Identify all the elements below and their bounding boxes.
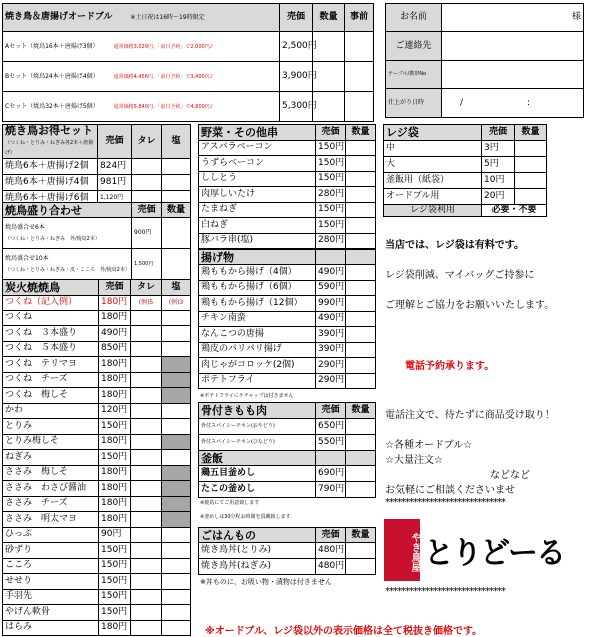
item-price: 280円 xyxy=(316,187,346,203)
item-name: たまねぎ xyxy=(199,202,316,218)
qty-cell[interactable] xyxy=(346,466,376,482)
item-price: 150円 xyxy=(99,605,131,621)
phone-reservation: 電話予約承ります。 xyxy=(405,361,495,372)
item-name: 中 xyxy=(384,141,482,157)
qty-cell[interactable] xyxy=(162,543,191,559)
table-row xyxy=(384,189,547,205)
platter-message: ☆各種オードブル☆ xyxy=(385,440,473,451)
item-price: 650円 xyxy=(316,419,346,435)
qty-cell[interactable] xyxy=(162,481,191,497)
item-price: 180円 xyxy=(99,357,131,373)
platter-qty-cell[interactable] xyxy=(313,92,345,122)
item-name: なんこつの唐揚 xyxy=(199,327,316,343)
table-row xyxy=(3,481,191,497)
table-row xyxy=(199,265,376,281)
platter-qty-cell[interactable] xyxy=(313,62,345,92)
name-label: お名前 xyxy=(386,4,442,32)
stars-divider: ****************************** xyxy=(385,497,505,508)
platter-advance-header: 事前 xyxy=(345,4,374,32)
qty-cell[interactable] xyxy=(346,482,376,498)
qty-cell[interactable] xyxy=(162,527,191,543)
table-row xyxy=(3,372,191,388)
bag-use-option[interactable]: 必要・不要 xyxy=(482,205,547,217)
item-price: 790円 xyxy=(316,482,346,498)
qty-cell[interactable] xyxy=(515,189,547,205)
platter-price: 5,300円 xyxy=(280,92,313,122)
qty-cell[interactable] xyxy=(162,574,191,590)
table-row xyxy=(199,373,376,389)
qty-cell[interactable] xyxy=(132,158,162,174)
item-name: つくね テリマヨ xyxy=(3,357,99,373)
table-row xyxy=(199,342,376,358)
qty-cell[interactable] xyxy=(131,419,162,435)
item-name: ささみ チーズ xyxy=(3,496,99,512)
bag-fee-message: 当店では、レジ袋は有料です。 xyxy=(385,240,524,251)
stars-divider: ****************************** xyxy=(385,586,505,597)
qty-cell[interactable] xyxy=(346,187,376,203)
item-name: アスパラベーコン xyxy=(199,140,316,156)
customer-table xyxy=(385,3,584,118)
platter-table xyxy=(2,3,374,122)
item-price: 150円 xyxy=(316,140,346,156)
qty-cell[interactable] xyxy=(346,373,376,389)
item-price: 390円 xyxy=(316,342,346,358)
fried-note: ※ポテトフライにケチャップは付きません xyxy=(200,393,294,399)
item-price: 150円 xyxy=(316,171,346,187)
item-price: 150円 xyxy=(99,574,131,590)
pickup-field[interactable]: / : xyxy=(442,89,584,118)
table-row xyxy=(199,435,376,451)
item-name: ささみ わさび醤油 xyxy=(3,481,99,497)
qty-cell[interactable] xyxy=(132,174,162,190)
item-name: ポテトフライ xyxy=(199,373,316,389)
item-price: 490円 xyxy=(99,326,131,342)
item-name: ひっぷ xyxy=(3,527,99,543)
qty-cell[interactable] xyxy=(162,341,191,357)
table-row xyxy=(199,311,376,327)
qty-cell[interactable] xyxy=(162,403,191,419)
qty-cell[interactable] xyxy=(162,419,191,435)
table-row xyxy=(3,558,191,574)
table-row xyxy=(3,589,191,605)
platter-advance-cell[interactable] xyxy=(345,92,374,122)
qty-cell[interactable] xyxy=(162,465,191,481)
qty-cell[interactable] xyxy=(346,311,376,327)
list-item: 焼鳥6本＋唐揚げ6個 1,120円 xyxy=(3,190,191,206)
table-row xyxy=(199,327,376,343)
table-row xyxy=(3,341,191,357)
item-name: 鶏皮のパリパリ揚げ xyxy=(199,342,316,358)
qty-cell[interactable] xyxy=(131,388,162,404)
qty-cell[interactable] xyxy=(131,558,162,574)
qty-cell[interactable] xyxy=(515,173,547,189)
qty-cell[interactable] xyxy=(515,157,547,173)
table-row xyxy=(3,543,191,559)
table-row xyxy=(3,310,191,326)
item-price: 150円 xyxy=(99,450,131,466)
kamameshi-table: 釜飯 鶏五目釜めし 690円 たこの釜めし 790円 xyxy=(198,450,376,498)
vegetable-table: 野菜・その他串 売価 数量 アスパラベーコン 150円 うずらベーコン 150円 ししとう 150円 肉厚しいたけ 280円 たまねぎ 150円 白ねぎ 150円 豚バラ串(塩) 280円 xyxy=(198,124,376,249)
item-price: 480円 xyxy=(316,543,346,559)
platter-title: 焼き鳥＆唐揚げオードブル ※土日祝は16時～19時限定 xyxy=(3,4,280,32)
item-name: はらみ xyxy=(3,620,99,636)
item-name: とりみ梅しそ xyxy=(3,434,99,450)
item-name: つくね ５本盛り xyxy=(3,341,99,357)
item-name: 大 xyxy=(384,157,482,173)
item-name: 釜飯用（紙袋） xyxy=(384,173,482,189)
qty-cell[interactable] xyxy=(162,388,191,404)
item-name: 砂ずり xyxy=(3,543,99,559)
table-row xyxy=(199,358,376,374)
logo-text: とりどーる xyxy=(424,536,564,571)
item-price: 180円 xyxy=(99,465,131,481)
qty-cell[interactable] xyxy=(131,620,162,636)
table-row xyxy=(199,156,376,172)
item-price: 150円 xyxy=(316,202,346,218)
table-row xyxy=(199,187,376,203)
item-name: ししとう xyxy=(199,171,316,187)
platter-advance-cell[interactable] xyxy=(345,62,374,92)
item-price: 290円 xyxy=(316,373,346,389)
item-price: 480円 xyxy=(316,559,346,575)
tax-note: ※オードブル、レジ袋以外の表示価格は全て税抜き価格です。 xyxy=(205,626,483,637)
item-price: 150円 xyxy=(99,419,131,435)
item-name: 肉厚しいたけ xyxy=(199,187,316,203)
item-price: 180円 xyxy=(99,620,131,636)
table-row xyxy=(384,173,547,189)
item-name: せせり xyxy=(3,574,99,590)
item-name: 肉じゃがコロッケ(2個) xyxy=(199,358,316,374)
table-row xyxy=(3,605,191,621)
consult-message: お気軽にご相談くださいませ xyxy=(385,485,515,496)
qty-cell[interactable] xyxy=(162,158,191,174)
table-row xyxy=(3,434,191,450)
qty-cell[interactable] xyxy=(131,574,162,590)
table-row xyxy=(199,419,376,435)
item-price: 180円 xyxy=(99,310,131,326)
item-price: 180円 xyxy=(99,388,131,404)
name-field[interactable]: 様 xyxy=(442,4,584,32)
table-row xyxy=(3,326,191,342)
item-price: 150円 xyxy=(316,156,346,172)
table-row xyxy=(199,296,376,312)
platter-row: Cセット（焼鳥32本＋唐揚げ5個） 通常価格5,840円、「前日予約」で4,800円♪ 5,300円 xyxy=(3,92,374,122)
etc-message: などなど xyxy=(490,470,530,481)
qty-cell[interactable] xyxy=(346,296,376,312)
item-price: 150円 xyxy=(99,589,131,605)
table-row xyxy=(199,280,376,296)
item-price: 180円 xyxy=(99,372,131,388)
qty-cell[interactable] xyxy=(162,326,191,342)
qty-cell[interactable] xyxy=(162,357,191,373)
qty-cell[interactable] xyxy=(131,527,162,543)
item-name: 焼き鳥丼(とりみ) xyxy=(199,543,316,559)
pickup-label: 仕上がり日時 xyxy=(386,89,442,118)
platter-qty-header: 数量 xyxy=(313,4,345,32)
item-name: ねぎみ xyxy=(3,450,99,466)
qty-cell[interactable] xyxy=(162,496,191,512)
table-row xyxy=(199,559,376,575)
qty-cell[interactable] xyxy=(131,605,162,621)
phone-order-message: 電話注文で、待たずに商品受け取り！ xyxy=(385,410,555,421)
item-name: 鶏ももから揚げ（12個） xyxy=(199,296,316,312)
qty-cell[interactable] xyxy=(131,543,162,559)
qty-cell[interactable] xyxy=(162,450,191,466)
item-name: やげん軟骨 xyxy=(3,605,99,621)
qty-cell[interactable] xyxy=(346,342,376,358)
table-row xyxy=(3,403,191,419)
qty-cell[interactable] xyxy=(346,140,376,156)
item-name: 鶏五目釜めし xyxy=(199,466,316,482)
item-price: 990円 xyxy=(316,296,346,312)
qty-cell[interactable] xyxy=(162,605,191,621)
item-price: 180円 xyxy=(99,496,131,512)
item-price: 5円 xyxy=(482,157,515,173)
bone-table: 骨付きもも肉 売価 数量 骨付スパイシーチキン(おやどり) 650円 骨付スパイシーチキン(ひなどり) 550円 xyxy=(198,402,376,451)
item-name: 焼き鳥丼(ねぎみ) xyxy=(199,559,316,575)
qty-cell[interactable] xyxy=(162,434,191,450)
qty-cell[interactable] xyxy=(131,372,162,388)
bag-reduce-message: レジ袋削減、マイバッグご持参に xyxy=(385,270,535,281)
item-price: 150円 xyxy=(99,558,131,574)
qty-cell[interactable] xyxy=(162,249,191,280)
qty-cell[interactable] xyxy=(162,620,191,636)
qty-cell[interactable] xyxy=(131,465,162,481)
table-row xyxy=(199,140,376,156)
platter-price: 2,500円 xyxy=(280,32,313,62)
item-name: オードブル用 xyxy=(384,189,482,205)
table-row xyxy=(384,141,547,157)
item-name: つくね 梅しそ xyxy=(3,388,99,404)
table-row xyxy=(3,496,191,512)
table-row xyxy=(3,357,191,373)
qty-cell[interactable] xyxy=(162,310,191,326)
item-price: 180円 xyxy=(99,481,131,497)
qty-cell[interactable] xyxy=(162,174,191,190)
table-row xyxy=(3,388,191,404)
table-row xyxy=(3,465,191,481)
qty-cell[interactable] xyxy=(346,358,376,374)
item-name: チキン南蛮 xyxy=(199,311,316,327)
bag-table: レジ袋 売価 数量 中 3円 大 5円 釜飯用（紙袋） 10円 オードブル用 20円 レジ袋利用 必要・不要 xyxy=(383,124,547,217)
item-name: つくね xyxy=(3,310,99,326)
qty-cell[interactable] xyxy=(162,512,191,528)
item-price: 150円 xyxy=(99,543,131,559)
item-name: 鶏ももから揚げ（4個） xyxy=(199,265,316,281)
item-price: 90円 xyxy=(99,527,131,543)
item-name: うずらベーコン xyxy=(199,156,316,172)
platter-price-header: 売価 xyxy=(280,4,313,32)
qty-cell[interactable] xyxy=(346,171,376,187)
item-price: 590円 xyxy=(316,280,346,296)
item-price: 290円 xyxy=(316,358,346,374)
table-row xyxy=(3,620,191,636)
table-row xyxy=(3,512,191,528)
qty-cell[interactable] xyxy=(346,327,376,343)
item-price: 180円 xyxy=(99,434,131,450)
table-row xyxy=(384,157,547,173)
item-name: 豚バラ串(塩) xyxy=(199,233,316,249)
bulk-message: ☆大量注文☆ xyxy=(385,455,443,466)
list-item: 焼鳥盛合せ6本 （つくね・とりみ・ねぎみ 外/焼鳥2本） 900円 xyxy=(3,218,191,249)
fried-table: 揚げ物 鶏ももから揚げ（4個） 490円 鶏ももから揚げ（6個） 590円 鶏ももから揚げ（12個） 990円 チキン南蛮 490円 なんこつの唐揚 390円 鶏皮のパリパリ揚げ 390円 肉じゃがコロッケ(2個) 290円 ポテトフライ 290円 xyxy=(198,249,376,389)
qty-cell[interactable] xyxy=(131,310,162,326)
item-name: 骨付スパイシーチキン(ひなどり) xyxy=(199,435,316,451)
list-item: 焼鳥盛合せ10本 （つくね・とりみ・ねぎみ・皮・こころ 外/焼鳥2本） 1,500円 xyxy=(3,249,191,280)
item-name: ささみ 明太マヨ xyxy=(3,512,99,528)
qty-cell[interactable] xyxy=(131,357,162,373)
item-price: 10円 xyxy=(482,173,515,189)
qty-cell[interactable] xyxy=(346,543,376,559)
example-row: つくね（記入例） 180円 (例)5 (例)3 xyxy=(3,295,191,310)
table-row xyxy=(3,419,191,435)
charcoal-table: 炭火焼焼鳥 売価 タレ 塩 つくね（記入例） 180円 (例)5 (例)3 つくね 180円 つくね ３本盛り 490円 つくね ５本盛り 850円 つくね テリマヨ 180円 つくね チーズ 180円 つくね 梅しそ 180円 かわ 120円 とりみ 150円 とりみ梅しそ 180円 ねぎみ 150円 ささみ 梅しそ 180円 ささみ わさび醤油 180円 ささみ チーズ 180円 ささみ 明太マヨ 180円 ひっぷ 90円 砂ずり 150円 こころ 150円 せせり 150円 手羽先 150円 やげん軟骨 150円 はらみ 180円 xyxy=(2,279,191,636)
qty-cell[interactable] xyxy=(515,141,547,157)
qty-cell[interactable] xyxy=(131,326,162,342)
table-row xyxy=(199,202,376,218)
item-name: 鶏ももから揚げ（6個） xyxy=(199,280,316,296)
item-name: つくね ３本盛り xyxy=(3,326,99,342)
item-name: 骨付スパイシーチキン(おやどり) xyxy=(199,419,316,435)
item-name: こころ xyxy=(3,558,99,574)
assort-table: 焼鳥盛り合わせ 売価 数量 焼鳥盛合せ6本 （つくね・とりみ・ねぎみ 外/焼鳥2本） 900円 焼鳥盛合せ10本 （つくね・とりみ・ねぎみ・皮・こころ 外/焼鳥2本） 1,500円 xyxy=(2,202,191,280)
item-price: 690円 xyxy=(316,466,346,482)
rice-note: ※丼ものに、お吸い物・漬物は付きません xyxy=(200,578,332,586)
cooperation-message: ご理解とご協力をお願いいたします。 xyxy=(385,300,555,311)
qty-cell[interactable] xyxy=(131,450,162,466)
qty-cell[interactable] xyxy=(346,559,376,575)
qty-cell[interactable] xyxy=(162,558,191,574)
list-item: 焼鳥6本＋唐揚げ4個 981円 xyxy=(3,174,191,190)
qty-cell[interactable] xyxy=(131,589,162,605)
qty-cell[interactable] xyxy=(131,512,162,528)
bone-note: ※焼鳥にてご用意致します xyxy=(200,500,260,506)
qty-cell[interactable] xyxy=(346,419,376,435)
yakitori-set-table: 焼き鳥お得セット （つくね・とりみ・ねぎみ各2本＋唐揚げ） 売価 タレ 塩 焼鳥6本＋唐揚げ2個 824円 焼鳥6本＋唐揚げ4個 981円 焼鳥6本＋唐揚げ6個 1,120円 xyxy=(2,124,191,207)
qty-cell[interactable] xyxy=(131,496,162,512)
table-row xyxy=(199,233,376,249)
table-row xyxy=(3,527,191,543)
item-price: 20円 xyxy=(482,189,515,205)
table-row xyxy=(3,450,191,466)
item-price: 490円 xyxy=(316,265,346,281)
qty-cell[interactable] xyxy=(346,202,376,218)
list-item: 焼鳥6本＋唐揚げ2個 824円 xyxy=(3,158,191,174)
qty-cell[interactable] xyxy=(346,156,376,172)
platter-row: Bセット（焼鳥24本＋唐揚げ4個） 通常価格4,456円、「前日予約」で3,400円♪ 3,900円 xyxy=(3,62,374,92)
item-price: 550円 xyxy=(316,435,346,451)
item-price: 3円 xyxy=(482,141,515,157)
item-price: 180円 xyxy=(99,512,131,528)
item-price: 150円 xyxy=(316,218,346,234)
phone-label: テーブル/携帯No xyxy=(386,61,442,89)
phone-field[interactable] xyxy=(442,61,584,89)
item-name: 白ねぎ xyxy=(199,218,316,234)
item-name: 手羽先 xyxy=(3,589,99,605)
qty-cell[interactable] xyxy=(131,434,162,450)
table-row xyxy=(199,171,376,187)
item-name: とりみ xyxy=(3,419,99,435)
qty-cell[interactable] xyxy=(162,589,191,605)
address-label: ご連絡先 xyxy=(386,32,442,61)
kamameshi-note: ※釜めしは30分程お時間を頂戴致します xyxy=(200,514,291,520)
logo-badge: やき鳥屋 xyxy=(384,519,420,581)
platter-price: 3,900円 xyxy=(280,62,313,92)
item-name: つくね チーズ xyxy=(3,372,99,388)
qty-cell[interactable] xyxy=(131,481,162,497)
platter-advance-cell[interactable] xyxy=(345,32,374,62)
qty-cell[interactable] xyxy=(162,372,191,388)
table-row xyxy=(3,574,191,590)
qty-cell[interactable] xyxy=(346,280,376,296)
qty-cell[interactable] xyxy=(346,435,376,451)
item-name: かわ xyxy=(3,403,99,419)
item-name: たこの釜めし xyxy=(199,482,316,498)
item-name: ささみ 梅しそ xyxy=(3,465,99,481)
qty-cell[interactable] xyxy=(346,265,376,281)
item-price: 280円 xyxy=(316,233,346,249)
table-row xyxy=(199,482,376,498)
table-row xyxy=(199,543,376,559)
platter-row: Aセット（焼鳥16本＋唐揚げ3個） 通常価格3,029円、「前日予約」で2,000円♪ 2,500円 xyxy=(3,32,374,62)
qty-cell[interactable] xyxy=(346,233,376,249)
qty-cell[interactable] xyxy=(162,218,191,249)
rice-table: ごはんもの 売価 数量 焼き鳥丼(とりみ) 480円 焼き鳥丼(ねぎみ) 480円 xyxy=(198,527,376,575)
item-price: 850円 xyxy=(99,341,131,357)
platter-qty-cell[interactable] xyxy=(313,32,345,62)
qty-cell[interactable] xyxy=(131,403,162,419)
table-row xyxy=(199,218,376,234)
address-field[interactable] xyxy=(442,32,584,61)
bag-use-label: レジ袋利用 xyxy=(384,205,482,217)
table-row xyxy=(199,466,376,482)
item-price: 120円 xyxy=(99,403,131,419)
qty-cell[interactable] xyxy=(346,218,376,234)
qty-cell[interactable] xyxy=(131,341,162,357)
item-price: 390円 xyxy=(316,327,346,343)
item-price: 490円 xyxy=(316,311,346,327)
